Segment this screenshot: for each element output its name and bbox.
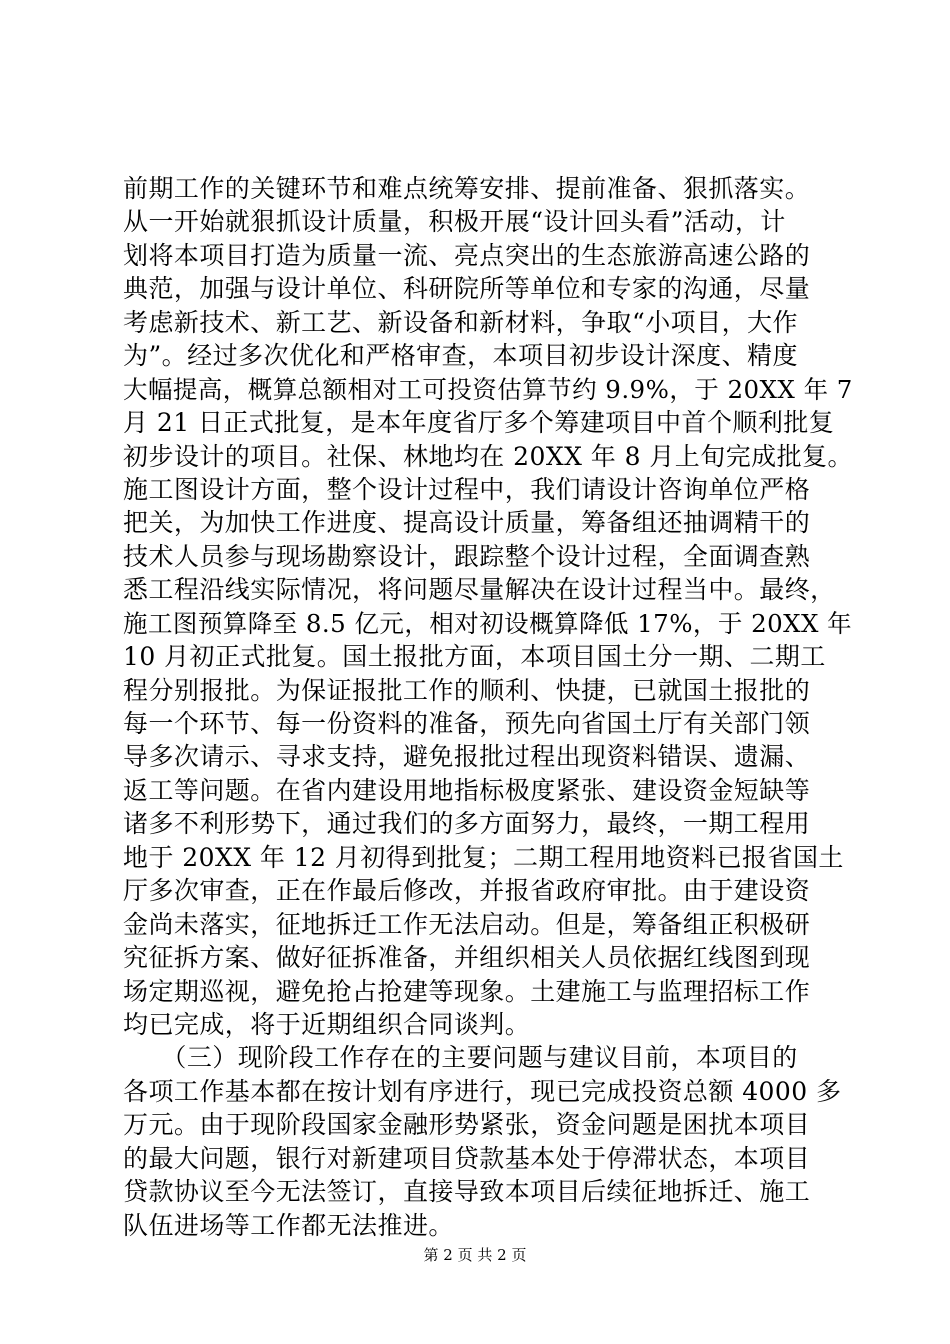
- text-line: 究征拆方案、做好征拆准备，并组织相关人员依据红线图到现: [123, 943, 811, 973]
- page-footer: 第 2 页 共 2 页: [423, 1246, 527, 1264]
- text-line: 导多次请示、寻求支持，避免报批过程出现资料错误、遗漏、: [123, 742, 811, 772]
- text-line: 悉工程沿线实际情况，将问题尽量解决在设计过程当中。最终，: [123, 575, 836, 605]
- text-line: 月 21 日正式批复，是本年度省厅多个筹建项目中首个顺利批复: [123, 408, 835, 438]
- text-line: 地于 20XX 年 12 月初得到批复；二期工程用地资料已报省国土: [123, 842, 844, 872]
- text-line: 金尚未落实，征地拆迁工作无法启动。但是，筹备组正积极研: [123, 909, 811, 939]
- text-line: 施工图预算降至 8.5 亿元，相对初设概算降低 17%，于 20XX 年: [123, 608, 853, 638]
- text-line: 厅多次审查，正在作最后修改，并报省政府审批。由于建设资: [123, 876, 811, 906]
- text-line: 每一个环节、每一份资料的准备，预先向省国土厅有关部门领: [123, 709, 811, 738]
- text-line: 典范，加强与设计单位、科研院所等单位和专家的沟通，尽量: [123, 274, 811, 304]
- text-line: 的最大问题，银行对新建项目贷款基本处于停滞状态，本项目: [123, 1143, 811, 1173]
- text-line: 技术人员参与现场勘察设计，跟踪整个设计过程，全面调查熟: [123, 541, 811, 571]
- document-body: [123, 172, 863, 1242]
- text-line: 场定期巡视，避免抢占抢建等现象。土建施工与监理招标工作: [123, 976, 811, 1006]
- text-line: 划将本项目打造为质量一流、亮点突出的生态旅游高速公路的: [123, 240, 811, 270]
- text-line: 施工图设计方面，整个设计过程中，我们请设计咨询单位严格: [123, 474, 811, 504]
- text-line: 初步设计的项目。社保、林地均在 20XX 年 8 月上旬完成批复。: [123, 441, 853, 471]
- text-line: 诸多不利形势下，通过我们的多方面努力，最终，一期工程用: [123, 809, 811, 839]
- text-line: 大幅提高，概算总额相对工可投资估算节约 9.9%，于 20XX 年 7: [123, 374, 853, 404]
- text-line: 从一开始就狠抓设计质量，积极开展“设计回头看”活动，计: [123, 207, 786, 237]
- text-line: 返工等问题。在省内建设用地指标极度紧张、建设资金短缺等: [123, 775, 811, 805]
- text-line: 队伍进场等工作都无法推进。: [123, 1210, 454, 1240]
- text-line: （三）现阶段工作存在的主要问题与建议目前，本项目的: [123, 1043, 798, 1073]
- text-line: 把关，为加快工作进度、提高设计质量，筹备组还抽调精干的: [123, 508, 811, 538]
- text-line: 10 月初正式批复。国土报批方面，本项目国土分一期、二期工: [123, 642, 826, 672]
- text-line: 为”。经过多次优化和严格审查，本项目初步设计深度、精度: [123, 341, 798, 371]
- text-line: 各项工作基本都在按计划有序进行，现已完成投资总额 4000 多: [123, 1076, 842, 1106]
- text-line: 均已完成，将于近期组织合同谈判。: [123, 1009, 531, 1039]
- text-line: 考虑新技术、新工艺、新设备和新材料，争取“小项目，大作: [123, 307, 798, 337]
- text-line: 程分别报批。为保证报批工作的顺利、快捷，已就国土报批的: [123, 675, 811, 705]
- text-line: 贷款协议至今无法签订，直接导致本项目后续征地拆迁、施工: [123, 1177, 811, 1207]
- text-line: 前期工作的关键环节和难点统筹安排、提前准备、狠抓落实。: [123, 174, 811, 203]
- text-line: 万元。由于现阶段国家金融形势紧张，资金问题是困扰本项目: [123, 1110, 811, 1140]
